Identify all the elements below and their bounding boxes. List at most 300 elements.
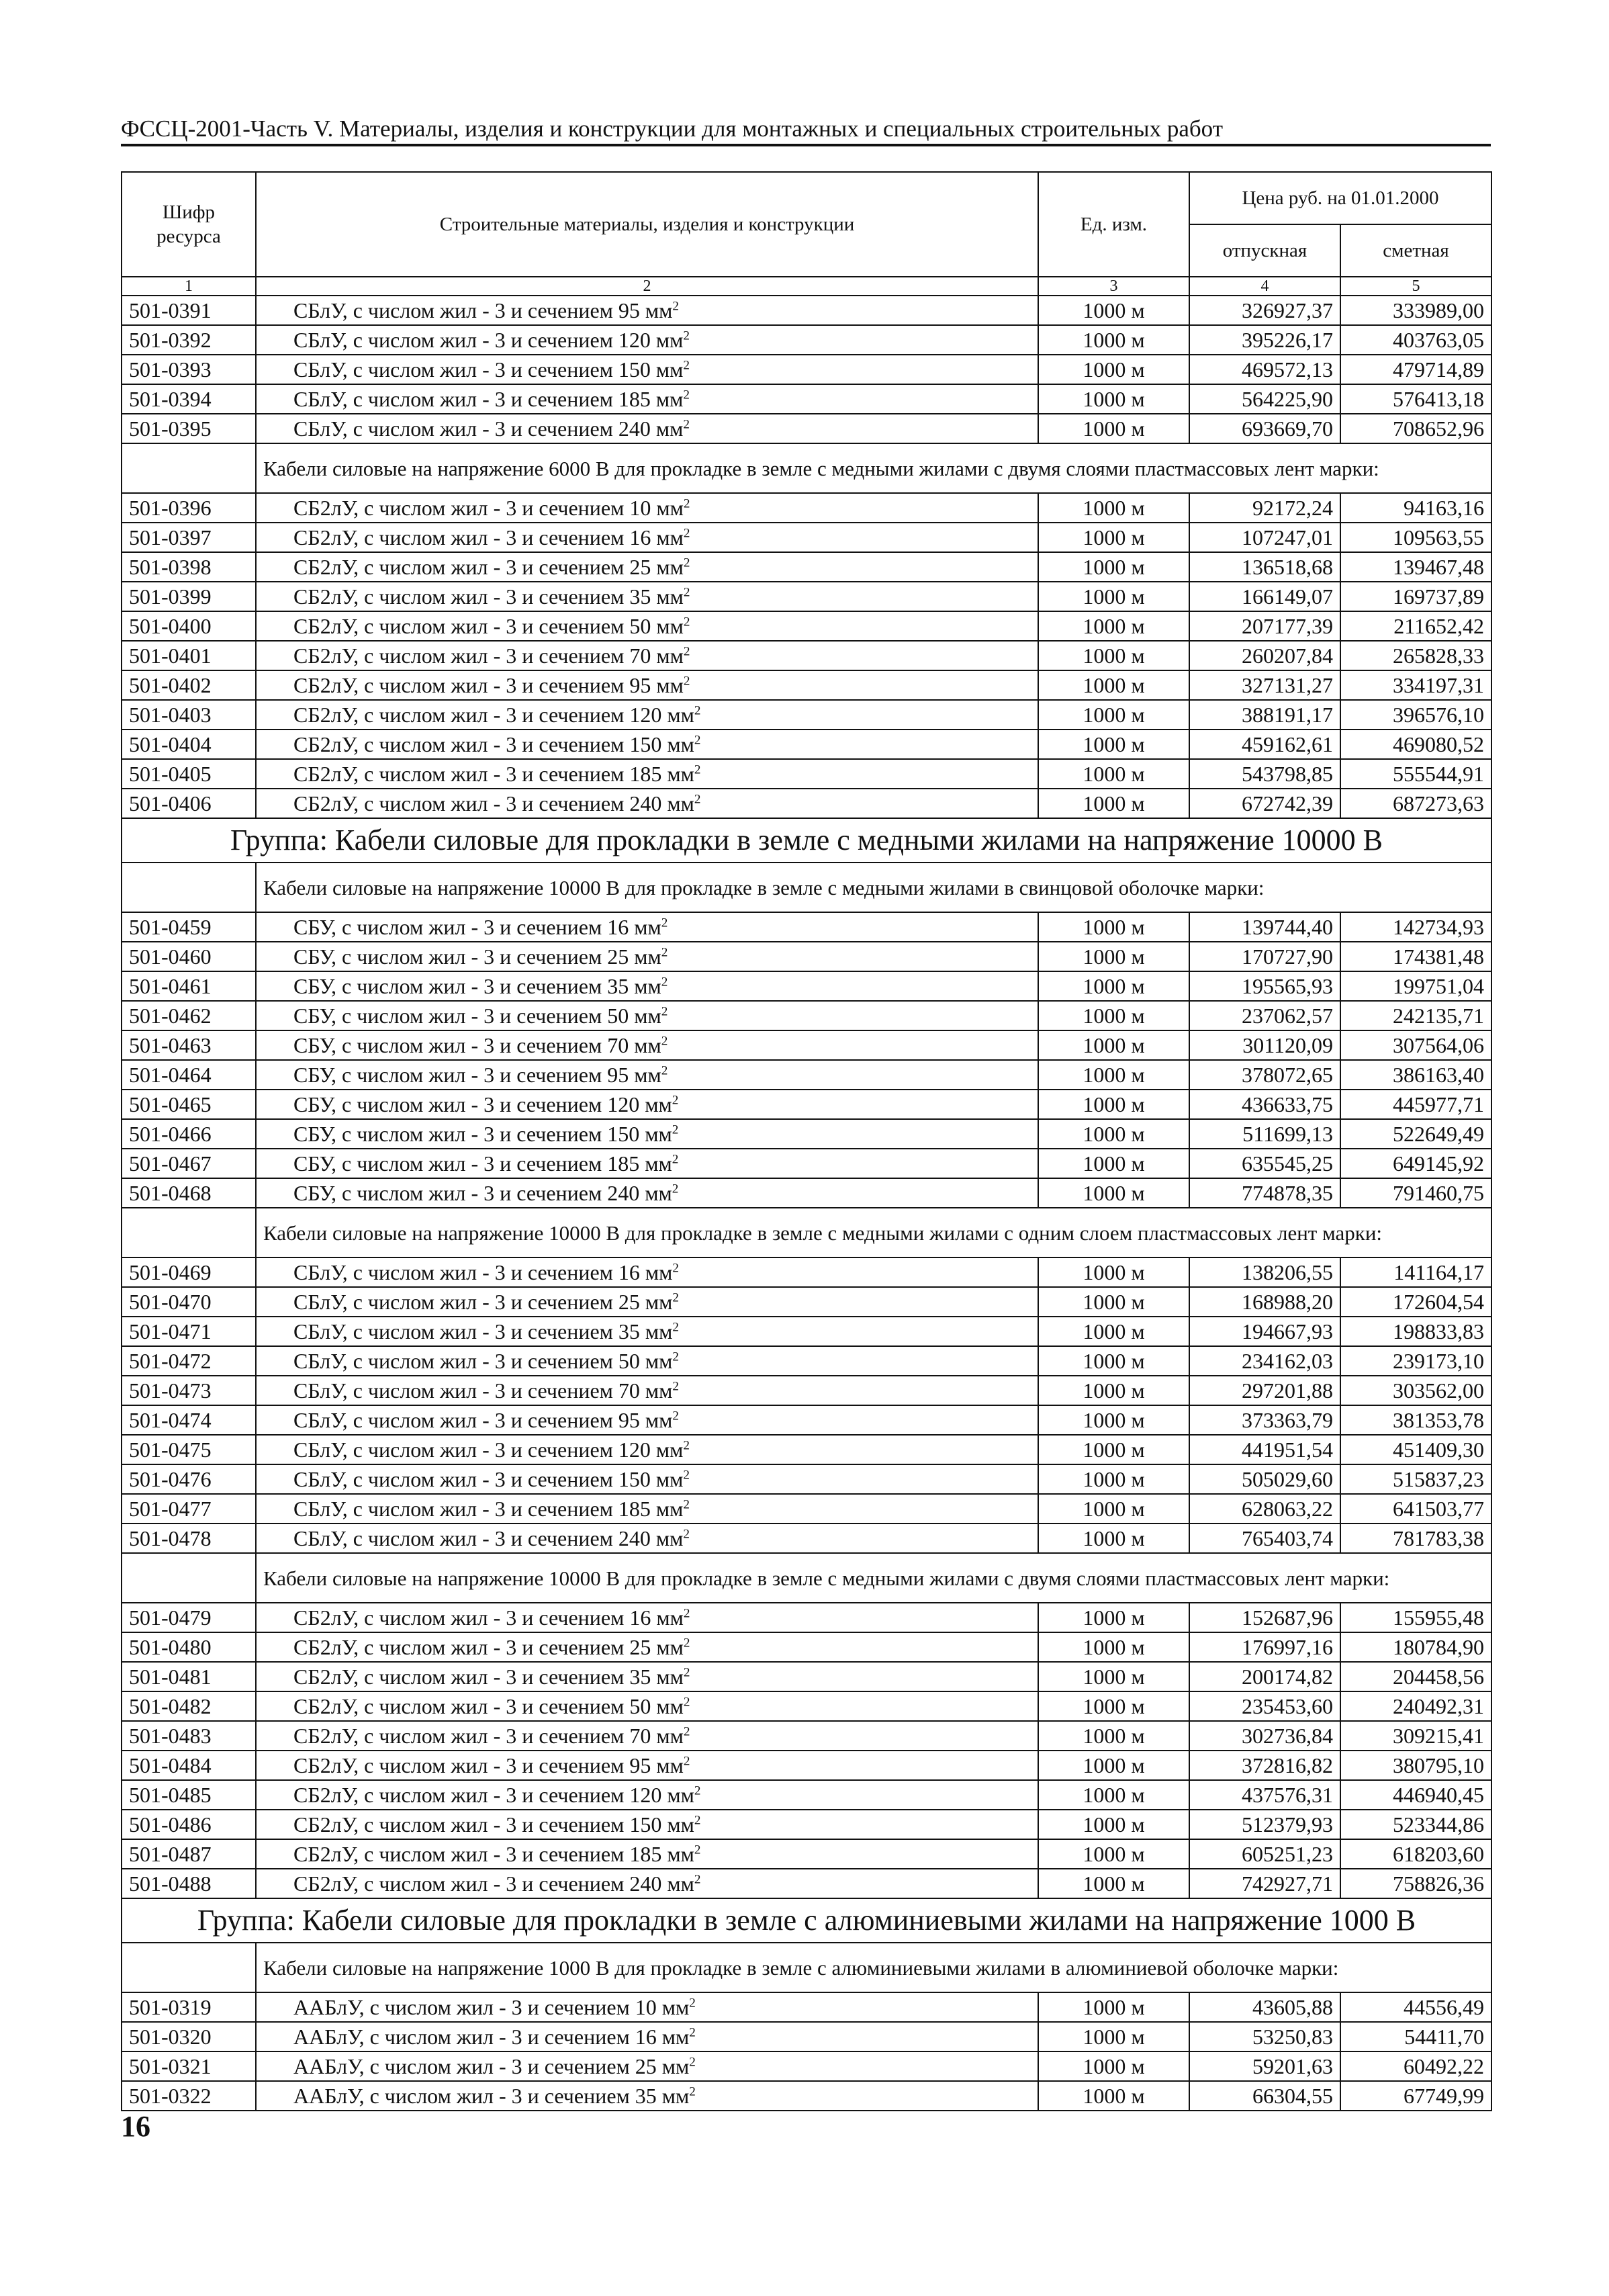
material-name-text: СБлУ, с числом жил - 3 и сечением 185 мм	[293, 1497, 684, 1521]
resource-code: 501-0395	[122, 414, 256, 443]
price-estimate: 333989,00	[1340, 296, 1491, 325]
price-estimate: 239173,10	[1340, 1346, 1491, 1376]
unit: 1000 м	[1038, 1178, 1189, 1208]
unit: 1000 м	[1038, 611, 1189, 641]
material-name	[256, 1317, 1038, 1346]
unit: 1000 м	[1038, 730, 1189, 759]
material-name	[256, 2081, 1038, 2111]
material-name	[256, 1346, 1038, 1376]
unit: 1000 м	[1038, 2081, 1189, 2111]
material-name-text: СБ2лУ, с числом жил - 3 и сечением 240 мм	[293, 791, 694, 815]
empty-cell	[122, 1208, 256, 1257]
resource-code: 501-0397	[122, 523, 256, 552]
unit-superscript: 2	[683, 388, 690, 402]
resource-code: 501-0487	[122, 1839, 256, 1869]
material-name	[256, 1632, 1038, 1662]
price-release: 373363,79	[1189, 1405, 1340, 1435]
table-row	[122, 2022, 1491, 2051]
material-name-text: СБ2лУ, с числом жил - 3 и сечением 50 мм	[293, 614, 684, 638]
unit-superscript: 2	[694, 733, 701, 748]
price-estimate: 307564,06	[1340, 1030, 1491, 1060]
unit-superscript: 2	[672, 1409, 680, 1423]
unit: 1000 м	[1038, 1257, 1189, 1287]
price-release: 436633,75	[1189, 1090, 1340, 1119]
price-release: 388191,17	[1189, 700, 1340, 730]
price-release: 672742,39	[1189, 789, 1340, 818]
price-release: 66304,55	[1189, 2081, 1340, 2111]
price-estimate: 618203,60	[1340, 1839, 1491, 1869]
col-header-price: Цена руб. на 01.01.2000	[1189, 172, 1491, 224]
table-row	[122, 493, 1491, 523]
unit: 1000 м	[1038, 325, 1189, 355]
subgroup-title: Кабели силовые на напряжение 10000 В для прокладке в земле с медными жилами в свинцовой оболочке марки:	[256, 863, 1491, 912]
price-release: 237062,57	[1189, 1001, 1340, 1030]
resource-code: 501-0484	[122, 1751, 256, 1780]
unit-superscript: 2	[689, 2025, 696, 2040]
material-name-text: СБ2лУ, с числом жил - 3 и сечением 95 мм	[293, 1753, 684, 1777]
resource-code: 501-0473	[122, 1376, 256, 1405]
material-name	[256, 1810, 1038, 1839]
resource-code: 501-0403	[122, 700, 256, 730]
material-name-text: СБУ, с числом жил - 3 и сечением 70 мм	[293, 1033, 661, 1057]
resource-code: 501-0392	[122, 325, 256, 355]
unit: 1000 м	[1038, 1632, 1189, 1662]
table-row	[122, 1603, 1491, 1632]
unit: 1000 м	[1038, 1603, 1189, 1632]
price-estimate: 334197,31	[1340, 670, 1491, 700]
unit: 1000 м	[1038, 1001, 1189, 1030]
price-estimate: 555544,91	[1340, 759, 1491, 789]
price-estimate: 446940,45	[1340, 1780, 1491, 1810]
material-name-text: СБлУ, с числом жил - 3 и сечением 16 мм	[293, 1260, 673, 1284]
table-row	[122, 1346, 1491, 1376]
material-name	[256, 523, 1038, 552]
unit-superscript: 2	[683, 1468, 690, 1483]
price-estimate: 94163,16	[1340, 493, 1491, 523]
resource-code: 501-0322	[122, 2081, 256, 2111]
material-name-text: СБлУ, с числом жил - 3 и сечением 240 мм	[293, 1526, 684, 1550]
col-header-name: Строительные материалы, изделия и конструкции	[256, 172, 1038, 277]
price-estimate: 649145,92	[1340, 1149, 1491, 1178]
material-name	[256, 1287, 1038, 1317]
unit-superscript: 2	[689, 2084, 696, 2099]
price-estimate: 469080,52	[1340, 730, 1491, 759]
table-row	[122, 1178, 1491, 1208]
material-name	[256, 1603, 1038, 1632]
price-estimate: 451409,30	[1340, 1435, 1491, 1464]
unit-superscript: 2	[661, 916, 668, 930]
material-name	[256, 1435, 1038, 1464]
material-name	[256, 1780, 1038, 1810]
unit-superscript: 2	[661, 1004, 668, 1019]
material-name	[256, 2022, 1038, 2051]
col-header-unit: Ед. изм.	[1038, 172, 1189, 277]
material-name-text: СБ2лУ, с числом жил - 3 и сечением 35 мм	[293, 584, 684, 609]
header-rule	[121, 144, 1491, 146]
unit-superscript: 2	[683, 1636, 690, 1650]
price-release: 378072,65	[1189, 1060, 1340, 1090]
price-release: 512379,93	[1189, 1810, 1340, 1839]
unit-superscript: 2	[683, 1665, 690, 1680]
material-name-text: СБУ, с числом жил - 3 и сечением 16 мм	[293, 915, 661, 939]
table-row	[122, 1149, 1491, 1178]
price-release: 372816,82	[1189, 1751, 1340, 1780]
material-name	[256, 384, 1038, 414]
resource-code: 501-0391	[122, 296, 256, 325]
price-estimate: 309215,41	[1340, 1721, 1491, 1751]
table-row	[122, 523, 1491, 552]
resource-code: 501-0319	[122, 1992, 256, 2022]
empty-cell	[122, 1553, 256, 1603]
price-release: 628063,22	[1189, 1494, 1340, 1524]
table-row	[122, 582, 1491, 611]
price-release: 234162,03	[1189, 1346, 1340, 1376]
resource-code: 501-0406	[122, 789, 256, 818]
resource-code: 501-0399	[122, 582, 256, 611]
unit-superscript: 2	[683, 556, 690, 570]
resource-code: 501-0393	[122, 355, 256, 384]
resource-code: 501-0480	[122, 1632, 256, 1662]
resource-code: 501-0321	[122, 2051, 256, 2081]
table-row	[122, 296, 1491, 325]
price-estimate: 109563,55	[1340, 523, 1491, 552]
material-name	[256, 1001, 1038, 1030]
page-number: 16	[121, 2110, 150, 2143]
material-name-text: СБлУ, с числом жил - 3 и сечением 95 мм	[293, 1408, 673, 1432]
material-name	[256, 355, 1038, 384]
price-estimate: 141164,17	[1340, 1257, 1491, 1287]
unit: 1000 м	[1038, 1090, 1189, 1119]
price-release: 297201,88	[1189, 1376, 1340, 1405]
unit: 1000 м	[1038, 1060, 1189, 1090]
table-row	[122, 1810, 1491, 1839]
material-name-text: СБ2лУ, с числом жил - 3 и сечением 150 мм	[293, 732, 694, 756]
price-release: 395226,17	[1189, 325, 1340, 355]
unit-superscript: 2	[672, 1379, 680, 1394]
table-row	[122, 1780, 1491, 1810]
table-row	[122, 1691, 1491, 1721]
price-release: 437576,31	[1189, 1780, 1340, 1810]
material-name-text: СБУ, с числом жил - 3 и сечением 35 мм	[293, 974, 661, 998]
resource-code: 501-0461	[122, 971, 256, 1001]
table-row	[122, 552, 1491, 582]
table-body	[122, 296, 1491, 2111]
material-name-text: СБУ, с числом жил - 3 и сечением 120 мм	[293, 1092, 672, 1116]
empty-cell	[122, 1943, 256, 1992]
empty-cell	[122, 863, 256, 912]
table-row	[122, 1060, 1491, 1090]
unit-superscript: 2	[672, 1261, 680, 1276]
unit-superscript: 2	[694, 792, 701, 807]
price-release: 441951,54	[1189, 1435, 1340, 1464]
material-name	[256, 1257, 1038, 1287]
price-estimate: 60492,22	[1340, 2051, 1491, 2081]
material-name-text: СБУ, с числом жил - 3 и сечением 150 мм	[293, 1122, 672, 1146]
unit-superscript: 2	[683, 358, 690, 373]
unit: 1000 м	[1038, 1494, 1189, 1524]
subgroup-title: Кабели силовые на напряжение 1000 В для прокладке в земле с алюминиевыми жилами в алюминиевой оболочке марки:	[256, 1943, 1491, 1992]
material-name-text: СБлУ, с числом жил - 3 и сечением 50 мм	[293, 1349, 673, 1373]
unit: 1000 м	[1038, 789, 1189, 818]
price-estimate: 303562,00	[1340, 1376, 1491, 1405]
price-release: 138206,55	[1189, 1257, 1340, 1287]
material-name-text: СБлУ, с числом жил - 3 и сечением 95 мм	[293, 298, 673, 322]
unit-superscript: 2	[661, 945, 668, 960]
price-estimate: 396576,10	[1340, 700, 1491, 730]
resource-code: 501-0405	[122, 759, 256, 789]
table-row	[122, 1090, 1491, 1119]
table-row	[122, 1494, 1491, 1524]
price-estimate: 169737,89	[1340, 582, 1491, 611]
price-release: 43605,88	[1189, 1992, 1340, 2022]
unit-superscript: 2	[661, 975, 668, 989]
material-name-text: СБлУ, с числом жил - 3 и сечением 240 мм	[293, 416, 684, 441]
price-release: 605251,23	[1189, 1839, 1340, 1869]
material-name	[256, 1992, 1038, 2022]
price-release: 765403,74	[1189, 1524, 1340, 1553]
table-row	[122, 759, 1491, 789]
material-name	[256, 1662, 1038, 1691]
table-row	[122, 942, 1491, 971]
unit: 1000 м	[1038, 670, 1189, 700]
table-row	[122, 1435, 1491, 1464]
table-row	[122, 1376, 1491, 1405]
resource-code: 501-0483	[122, 1721, 256, 1751]
unit: 1000 м	[1038, 414, 1189, 443]
material-name-text: СБУ, с числом жил - 3 и сечением 25 мм	[293, 944, 661, 969]
material-name	[256, 700, 1038, 730]
col-number: 5	[1340, 277, 1491, 296]
col-number: 2	[256, 277, 1038, 296]
resource-code: 501-0482	[122, 1691, 256, 1721]
unit-superscript: 2	[683, 1695, 690, 1710]
price-estimate: 155955,48	[1340, 1603, 1491, 1632]
resource-code: 501-0462	[122, 1001, 256, 1030]
price-release: 511699,13	[1189, 1119, 1340, 1149]
unit-superscript: 2	[683, 615, 690, 629]
table-row	[122, 414, 1491, 443]
resource-code: 501-0469	[122, 1257, 256, 1287]
material-name-text: СБлУ, с числом жил - 3 и сечением 70 мм	[293, 1378, 673, 1403]
price-release: 693669,70	[1189, 414, 1340, 443]
price-estimate: 381353,78	[1340, 1405, 1491, 1435]
material-name	[256, 1030, 1038, 1060]
table-row	[122, 1662, 1491, 1691]
resource-code: 501-0471	[122, 1317, 256, 1346]
material-name-text: СБ2лУ, с числом жил - 3 и сечением 185 мм	[293, 1842, 694, 1866]
unit-superscript: 2	[689, 2055, 696, 2070]
resource-code: 501-0470	[122, 1287, 256, 1317]
unit-superscript: 2	[672, 1093, 679, 1108]
material-name-text: СБлУ, с числом жил - 3 и сечением 120 мм	[293, 1438, 684, 1462]
price-release: 505029,60	[1189, 1464, 1340, 1494]
table-row	[122, 912, 1491, 942]
price-estimate: 204458,56	[1340, 1662, 1491, 1691]
subgroup-title: Кабели силовые на напряжение 10000 В для прокладке в земле с медными жилами с одним слоем пластмассовых лент марки:	[256, 1208, 1491, 1257]
unit: 1000 м	[1038, 641, 1189, 670]
unit: 1000 м	[1038, 759, 1189, 789]
material-name-text: ААБлУ, с числом жил - 3 и сечением 10 мм	[293, 1995, 690, 2019]
unit-superscript: 2	[672, 299, 680, 314]
material-name-text: СБ2лУ, с числом жил - 3 и сечением 16 мм	[293, 525, 684, 549]
subgroup-row	[122, 443, 1491, 493]
table-row	[122, 789, 1491, 818]
price-estimate: 515837,23	[1340, 1464, 1491, 1494]
unit-superscript: 2	[683, 526, 690, 541]
table-row	[122, 2081, 1491, 2111]
price-estimate: 687273,63	[1340, 789, 1491, 818]
table-row	[122, 1751, 1491, 1780]
price-release: 207177,39	[1189, 611, 1340, 641]
unit-superscript: 2	[694, 703, 701, 718]
table-row	[122, 971, 1491, 1001]
material-name	[256, 1869, 1038, 1898]
material-name-text: СБ2лУ, с числом жил - 3 и сечением 16 мм	[293, 1605, 684, 1630]
unit-superscript: 2	[683, 1438, 690, 1453]
unit: 1000 м	[1038, 971, 1189, 1001]
unit-superscript: 2	[661, 1063, 668, 1078]
resource-code: 501-0459	[122, 912, 256, 942]
table-row	[122, 1839, 1491, 1869]
col-header-code: Шифр ресурса	[122, 172, 256, 277]
material-name	[256, 971, 1038, 1001]
unit: 1000 м	[1038, 1869, 1189, 1898]
unit: 1000 м	[1038, 1317, 1189, 1346]
price-estimate: 403763,05	[1340, 325, 1491, 355]
price-estimate: 139467,48	[1340, 552, 1491, 582]
material-name	[256, 1376, 1038, 1405]
resource-code: 501-0401	[122, 641, 256, 670]
material-name	[256, 1721, 1038, 1751]
material-name	[256, 1494, 1038, 1524]
price-release: 59201,63	[1189, 2051, 1340, 2081]
price-release: 301120,09	[1189, 1030, 1340, 1060]
unit: 1000 м	[1038, 1346, 1189, 1376]
unit: 1000 м	[1038, 1149, 1189, 1178]
col-header-release: отпускная	[1189, 224, 1340, 277]
unit: 1000 м	[1038, 552, 1189, 582]
price-estimate: 380795,10	[1340, 1751, 1491, 1780]
price-estimate: 445977,71	[1340, 1090, 1491, 1119]
group-title: Группа: Кабели силовые для прокладки в земле с медными жилами на напряжение 10000 В	[122, 818, 1491, 863]
material-name-text: СБ2лУ, с числом жил - 3 и сечением 240 мм	[293, 1871, 694, 1896]
unit-superscript: 2	[672, 1350, 680, 1364]
group-row	[122, 1898, 1491, 1943]
price-release: 302736,84	[1189, 1721, 1340, 1751]
unit-superscript: 2	[683, 1497, 690, 1512]
price-release: 327131,27	[1189, 670, 1340, 700]
unit-superscript: 2	[661, 1034, 668, 1049]
unit-superscript: 2	[683, 1606, 690, 1621]
price-release: 564225,90	[1189, 384, 1340, 414]
table-row	[122, 730, 1491, 759]
resource-code: 501-0465	[122, 1090, 256, 1119]
material-name	[256, 414, 1038, 443]
material-name	[256, 1090, 1038, 1119]
unit: 1000 м	[1038, 1839, 1189, 1869]
price-release: 152687,96	[1189, 1603, 1340, 1632]
resource-code: 501-0400	[122, 611, 256, 641]
material-name-text: СБ2лУ, с числом жил - 3 и сечением 25 мм	[293, 555, 684, 579]
material-name-text: СБ2лУ, с числом жил - 3 и сечением 70 мм	[293, 644, 684, 668]
resource-code: 501-0398	[122, 552, 256, 582]
material-name-text: СБлУ, с числом жил - 3 и сечением 185 мм	[293, 387, 684, 411]
unit-superscript: 2	[683, 1724, 690, 1739]
price-table	[121, 171, 1492, 2111]
resource-code: 501-0474	[122, 1405, 256, 1435]
material-name-text: ААБлУ, с числом жил - 3 и сечением 16 мм	[293, 2025, 690, 2049]
table-row	[122, 355, 1491, 384]
unit: 1000 м	[1038, 296, 1189, 325]
price-estimate: 522649,49	[1340, 1119, 1491, 1149]
material-name	[256, 789, 1038, 818]
price-release: 139744,40	[1189, 912, 1340, 942]
material-name-text: СБ2лУ, с числом жил - 3 и сечением 10 мм	[293, 496, 684, 520]
unit: 1000 м	[1038, 1435, 1189, 1464]
unit-superscript: 2	[694, 1783, 701, 1798]
material-name	[256, 611, 1038, 641]
table-row	[122, 1632, 1491, 1662]
table-row	[122, 1119, 1491, 1149]
table-row	[122, 1287, 1491, 1317]
material-name-text: СБлУ, с числом жил - 3 и сечением 120 мм	[293, 328, 684, 352]
table-row	[122, 2051, 1491, 2081]
table-row	[122, 641, 1491, 670]
material-name	[256, 1119, 1038, 1149]
unit: 1000 м	[1038, 582, 1189, 611]
price-estimate: 576413,18	[1340, 384, 1491, 414]
material-name-text: СБ2лУ, с числом жил - 3 и сечением 50 мм	[293, 1694, 684, 1718]
price-estimate: 791460,75	[1340, 1178, 1491, 1208]
material-name	[256, 1060, 1038, 1090]
table-row	[122, 1257, 1491, 1287]
material-name-text: СБ2лУ, с числом жил - 3 и сечением 35 мм	[293, 1665, 684, 1689]
table-row	[122, 700, 1491, 730]
material-name	[256, 912, 1038, 942]
price-estimate: 265828,33	[1340, 641, 1491, 670]
price-release: 136518,68	[1189, 552, 1340, 582]
material-name	[256, 552, 1038, 582]
resource-code: 501-0476	[122, 1464, 256, 1494]
material-name	[256, 1524, 1038, 1553]
unit-superscript: 2	[672, 1122, 679, 1137]
price-release: 166149,07	[1189, 582, 1340, 611]
material-name	[256, 730, 1038, 759]
table-row	[122, 670, 1491, 700]
resource-code: 501-0466	[122, 1119, 256, 1149]
resource-code: 501-0477	[122, 1494, 256, 1524]
price-release: 53250,83	[1189, 2022, 1340, 2051]
material-name-text: СБУ, с числом жил - 3 и сечением 240 мм	[293, 1181, 672, 1205]
unit: 1000 м	[1038, 1119, 1189, 1149]
unit-superscript: 2	[694, 1872, 701, 1887]
table-row	[122, 1317, 1491, 1346]
unit: 1000 м	[1038, 1376, 1189, 1405]
unit-superscript: 2	[694, 762, 701, 777]
material-name-text: СБ2лУ, с числом жил - 3 и сечением 120 мм	[293, 1783, 694, 1807]
unit: 1000 м	[1038, 700, 1189, 730]
subgroup-row	[122, 1943, 1491, 1992]
unit-superscript: 2	[683, 644, 690, 659]
material-name	[256, 1405, 1038, 1435]
unit: 1000 м	[1038, 1287, 1189, 1317]
price-release: 459162,61	[1189, 730, 1340, 759]
table-row	[122, 611, 1491, 641]
material-name	[256, 1178, 1038, 1208]
material-name-text: СБлУ, с числом жил - 3 и сечением 150 мм	[293, 357, 684, 382]
unit-superscript: 2	[689, 1996, 696, 2011]
subgroup-title: Кабели силовые на напряжение 10000 В для прокладке в земле с медными жилами с двумя слоями пластмассовых лент марки:	[256, 1553, 1491, 1603]
